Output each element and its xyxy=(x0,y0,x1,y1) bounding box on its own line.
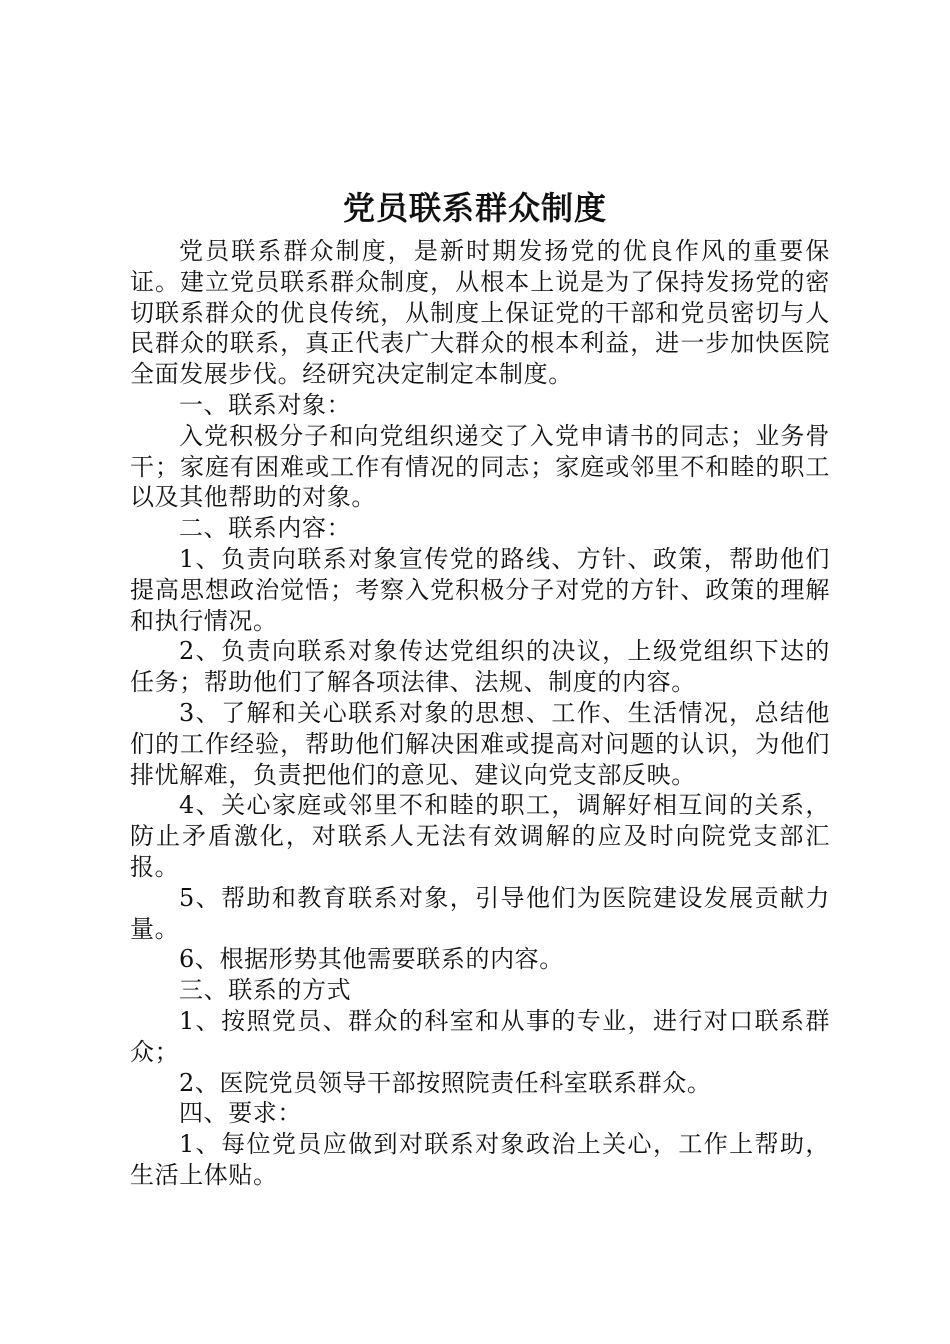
method-item-1: 1、按照党员、群众的科室和从事的专业，进行对口联系群众； xyxy=(130,1006,830,1066)
section-heading-requirements: 四、要求： xyxy=(179,1099,302,1128)
content-item-1: 1、负责向联系对象宣传党的路线、方针、政策，帮助他们提高思想政治觉悟；考察入党积极分子对党的方针、政策的理解和执行情况。 xyxy=(130,544,830,635)
requirement-item-1: 1、每位党员应做到对联系对象政治上关心，工作上帮助，生活上体贴。 xyxy=(130,1130,830,1189)
content-item-4: 4、关心家庭或邻里不和睦的职工，调解好相互间的关系，防止矛盾激化，对联系人无法有效调解的应及时向院党支部汇报。 xyxy=(130,791,830,881)
content-item-2: 2、负责向联系对象传达党组织的决议，上级党组织下达的任务；帮助他们了解各项法律、法规、制度的内容。 xyxy=(130,637,830,697)
document-body xyxy=(130,236,830,1191)
document-title: 党员联系群众制度 xyxy=(342,189,607,227)
intro-paragraph: 党员联系群众制度，是新时期发扬党的优良作风的重要保证。建立党员联系群众制度，从根本上说是为了保持发扬党的密切联系群众的优良传统，从制度上保证党的干部和党员密切与人民群众的联系，真正代表广大群众的根本利益，进一步加快医院全面发展步伐。经研究决定制定本制度。 xyxy=(130,237,830,389)
section-heading-content: 二、联系内容： xyxy=(179,514,352,543)
section-heading-contacts: 一、联系对象： xyxy=(179,390,352,419)
content-item-3: 3、了解和关心联系对象的思想、工作、生活情况，总结他们的工作经验，帮助他们解决困难或提高对问题的认识，为他们排忧解难，负责把他们的意见、建议向党支部反映。 xyxy=(130,698,830,789)
content-item-5: 5、帮助和教育联系对象，引导他们为医院建设发展贡献力量。 xyxy=(130,883,830,943)
contacts-paragraph: 入党积极分子和向党组织递交了入党申请书的同志；业务骨干；家庭有困难或工作有情况的同志；家庭或邻里不和睦的职工以及其他帮助的对象。 xyxy=(130,421,830,512)
method-item-2: 2、医院党员领导干部按照院责任科室联系群众。 xyxy=(179,1068,712,1097)
section-heading-methods: 三、联系的方式 xyxy=(179,976,352,1005)
content-item-6: 6、根据形势其他需要联系的内容。 xyxy=(179,945,564,974)
